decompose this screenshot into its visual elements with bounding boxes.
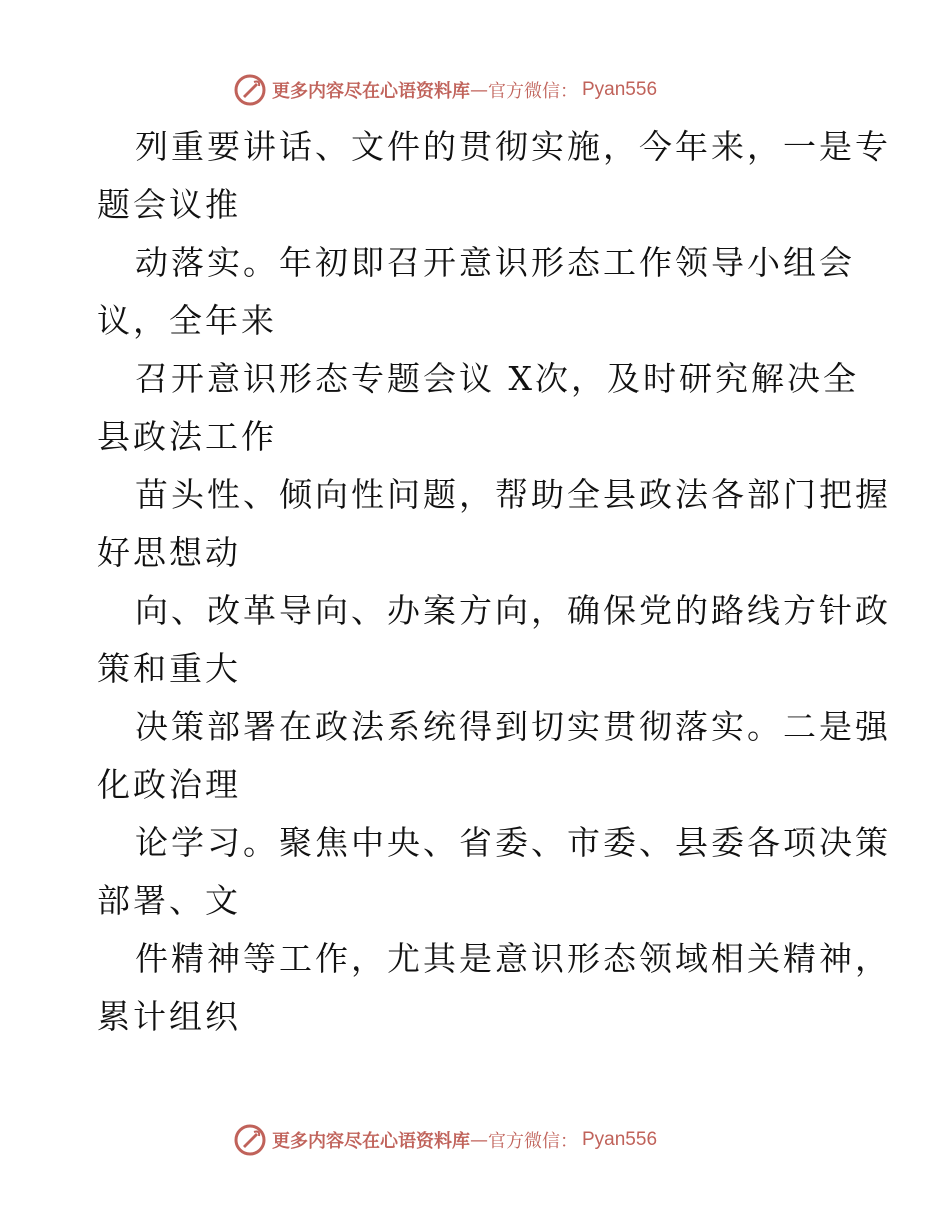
text-line: 化政治理 — [97, 765, 241, 804]
text-line: 论学习。聚焦中央、省委、市委、县委各项决策 — [135, 823, 891, 862]
text-line: 件精神等工作，尤其是意识形态领域相关精神， — [135, 939, 891, 978]
text-line: 议，全年来 — [97, 301, 277, 340]
watermark-site-text: 更多内容尽在心语资料库 — [272, 1131, 470, 1152]
text-line: 县政法工作 — [97, 417, 277, 456]
footer-watermark — [234, 1122, 657, 1158]
watermark-site-text: 更多内容尽在心语资料库 — [272, 81, 470, 102]
text-line: 动落实。年初即召开意识形态工作领导小组会 — [135, 243, 855, 282]
quill-logo-icon — [234, 74, 266, 106]
text-line: 策和重大 — [97, 649, 241, 688]
text-line: 累计组织 — [97, 997, 241, 1036]
quill-logo-icon — [234, 1124, 266, 1156]
text-line: 召开意识形态专题会议 X次，及时研究解决全 — [135, 359, 859, 398]
text-line: 好思想动 — [97, 533, 241, 572]
text-line: 列重要讲话、文件的贯彻实施，今年来，一是专 — [135, 127, 891, 166]
watermark-contact-label: 官方微信： — [488, 1131, 578, 1152]
header-watermark — [234, 72, 657, 108]
watermark-contact-value: Pyan556 — [582, 79, 658, 100]
text-line: 向、改革导向、办案方向，确保党的路线方针政 — [135, 591, 891, 630]
watermark-dash: — — [470, 79, 488, 101]
document-body — [97, 118, 891, 1046]
text-line: 题会议推 — [97, 185, 241, 224]
text-line: 决策部署在政法系统得到切实贯彻落实。二是强 — [135, 707, 891, 746]
text-line: 苗头性、倾向性问题，帮助全县政法各部门把握 — [135, 475, 891, 514]
watermark-dash: — — [470, 1129, 488, 1151]
text-line: 部署、文 — [97, 881, 241, 920]
watermark-contact-value: Pyan556 — [582, 1129, 658, 1150]
watermark-contact-label: 官方微信： — [488, 81, 578, 102]
